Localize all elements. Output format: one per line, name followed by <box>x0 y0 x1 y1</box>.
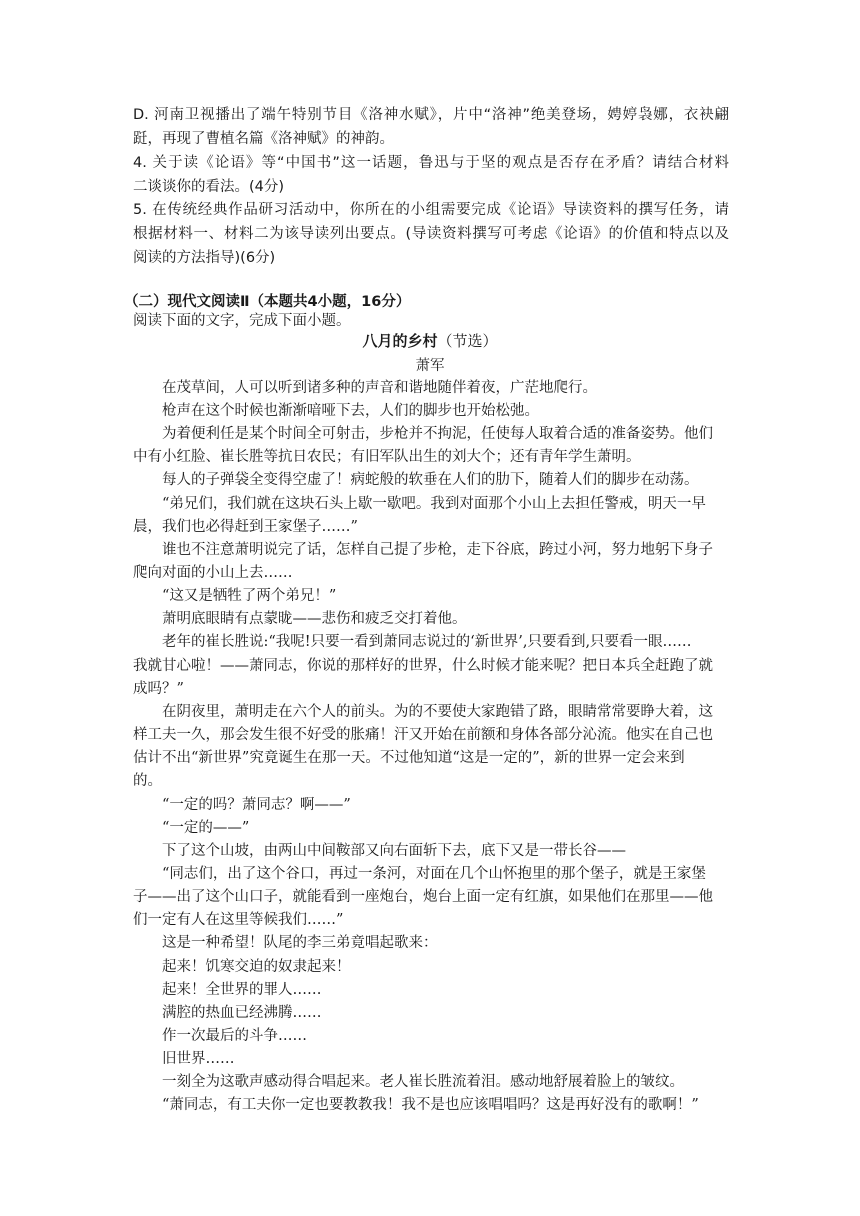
article-line: “这又是牺牲了两个弟兄！” <box>162 588 337 604</box>
question-5-line-1: 5. 在传统经典作品研习活动中，你所在的小组需要完成《论语》导读资料的撰写任务，请 <box>133 202 729 218</box>
article-line: 的。 <box>133 773 162 789</box>
article-title-row <box>0 330 860 351</box>
question-5-line-3: 阅读的方法指导)(6分) <box>133 250 276 266</box>
article-line: 这是一种希望！队尾的李三弟竟唱起歌来： <box>162 935 438 951</box>
section-instruction: 阅读下面的文字，完成下面小题。 <box>133 313 351 329</box>
article-line: 样工夫一久，那会发生很不好受的胀痛！汗又开始在前额和身体各部分沁流。他实在自己也 <box>133 727 713 743</box>
article-line: “一定的吗？萧同志？啊——” <box>162 797 351 813</box>
question-5-line-2: 根据材料一、材料二为该导读列出要点。(导读资料撰写可考虑《论语》的价值和特点以及 <box>133 226 729 242</box>
article-line: 在茂草间，人可以听到诸多种的声音和谐地随伴着夜，广茫地爬行。 <box>162 380 597 396</box>
article-line: “同志们，出了这个谷口，再过一条河，对面在几个山怀抱里的那个堡子，就是王家堡 <box>162 866 706 882</box>
article-line: 起来！饥寒交迫的奴隶起来！ <box>162 959 351 975</box>
article-author: 萧军 <box>415 358 445 374</box>
option-d-line-2: 跹，再现了曹植名篇《洛神赋》的神韵。 <box>133 131 394 147</box>
article-line: 们一定有人在这里等候我们……” <box>133 912 344 928</box>
article-line: 谁也不注意萧明说完了话，怎样自己提了步枪，走下谷底，跨过小河，努力地躬下身子 <box>162 542 713 558</box>
article-line: 每人的子弹袋全变得空虚了！病蛇般的软垂在人们的肋下，随着人们的脚步在动荡。 <box>162 472 699 488</box>
article-title: 八月的乡村 <box>362 332 438 350</box>
article-line: “弟兄们，我们就在这块石头上歇一歇吧。我到对面那个小山上去担任警戒，明天一早 <box>162 496 706 512</box>
article-line: 作一次最后的斗争…… <box>162 1028 307 1044</box>
article-line: 子——出了这个山口子，就能看到一座炮台，炮台上面一定有红旗，如果他们在那里——他 <box>133 889 713 905</box>
article-line: 估计不出“新世界”究竟诞生在那一天。不过他知道“这是一定的”，新的世界一定会来到 <box>133 750 685 766</box>
article-line: 旧世界…… <box>162 1051 235 1067</box>
article-line: 萧明底眼睛有点蒙昽——悲伤和疲乏交打着他。 <box>162 611 467 627</box>
article-line: 老年的崔长胜说:“我呢!只要一看到萧同志说过的‘新世界’,只要看到,只要看一眼…… <box>162 634 692 650</box>
article-line: 爬向对面的小山上去…… <box>133 565 293 581</box>
article-line: 中有小红脸、崔长胜等抗日农民；有旧军队出生的刘大个；还有青年学生萧明。 <box>133 449 641 465</box>
section-heading: （二）现代文阅读Ⅱ（本题共4小题，16分） <box>124 294 411 310</box>
article-line: 满腔的热血已经沸腾…… <box>162 1005 322 1021</box>
article-line: 一刻全为这歌声感动得合唱起来。老人崔长胜流着泪。感动地舒展着脸上的皱纹。 <box>162 1074 684 1090</box>
article-line: “一定的——” <box>162 820 250 836</box>
article-line: “萧同志，有工夫你一定也要教教我！我不是也应该唱唱吗？这是再好没有的歌啊！” <box>162 1097 699 1113</box>
article-line: 在阴夜里，萧明走在六个人的前头。为的不要使大家跑错了路，眼睛常常要睁大着，这 <box>162 704 713 720</box>
article-line: 为着便利任是某个时间全可射击，步枪并不拘泥，任使每人取着合适的准备姿势。他们 <box>162 426 713 442</box>
question-4-line-1: 4. 关于读《论语》等“中国书”这一话题，鲁迅与于坚的观点是否存在矛盾？请结合材料 <box>133 155 729 171</box>
question-4-line-2: 二谈谈你的看法。(4分) <box>133 179 285 195</box>
article-line: 起来！全世界的罪人…… <box>162 982 322 998</box>
article-title-note: （节选） <box>437 332 498 350</box>
article-line: 枪声在这个时候也渐渐喑哑下去，人们的脚步也开始松弛。 <box>162 403 539 419</box>
article-line: 我就甘心啦！——萧同志，你说的那样好的世界，什么时候才能来呢？把日本兵全赶跑了就 <box>133 658 713 674</box>
option-d-line-1: D. 河南卫视播出了端午特别节目《洛神水赋》，片中“洛神”绝美登场，娉婷袅娜，衣袂翩 <box>133 107 729 123</box>
article-line: 晨，我们也必得赶到王家堡子……” <box>133 519 358 535</box>
article-line: 下了这个山坡，由两山中间鞍部又向右面斩下去，底下又是一带长谷—— <box>162 843 626 859</box>
article-line: 成吗？” <box>133 681 184 697</box>
